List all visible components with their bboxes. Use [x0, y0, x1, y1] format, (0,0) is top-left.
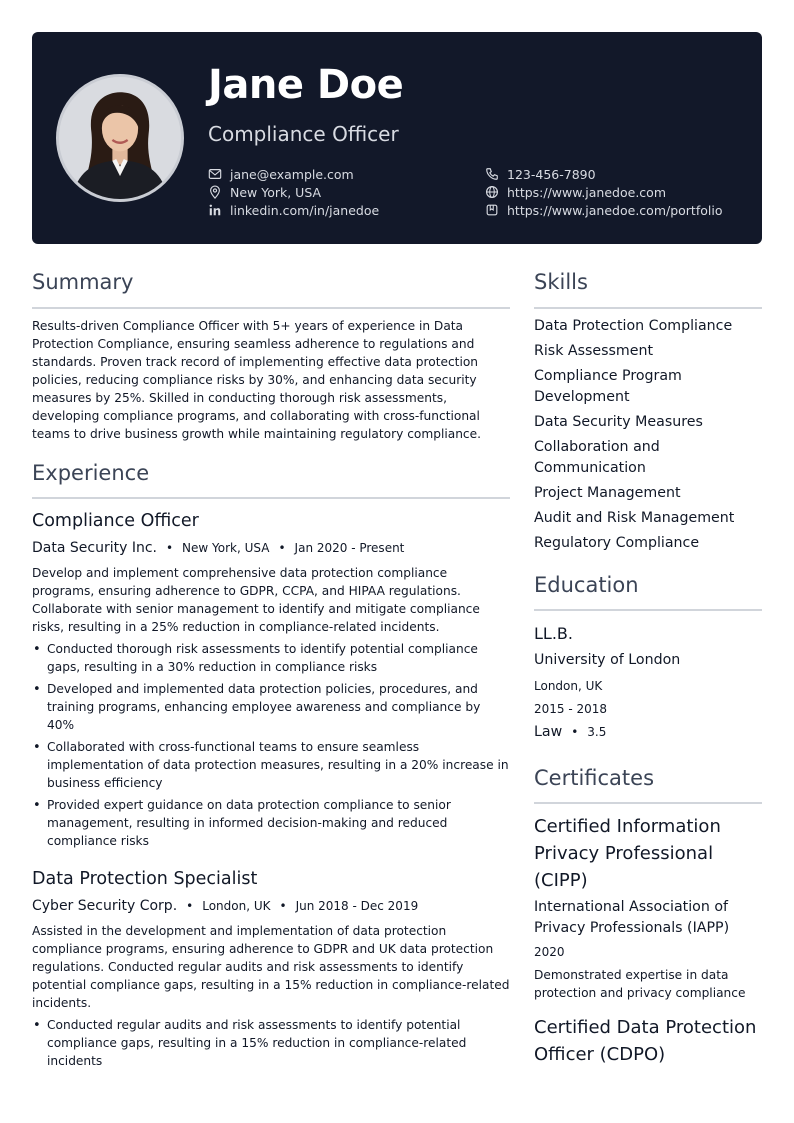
linkedin-icon: [208, 203, 222, 217]
list-item: Risk Assessment: [534, 343, 654, 359]
summary-heading: Summary: [32, 270, 134, 294]
job-meta: [32, 898, 418, 914]
job-company: Cyber Security Corp.: [32, 898, 178, 914]
contact-website[interactable]: [485, 183, 666, 201]
job-description: Assisted in the development and implementation of data protection compliance programs, ensuring adherence to GDPR and UK data protection regulations. Conducted regular audits and risk assessments to identify potential compliance gaps, resulting in a 15% reduction in compliance-related incidents.: [32, 924, 510, 1010]
website-text: https://www.janedoe.com: [507, 184, 666, 200]
job-meta: [32, 540, 404, 556]
email-text: jane@example.com: [230, 166, 354, 182]
separator-dot-icon: •: [186, 899, 194, 913]
location-text: New York, USA: [230, 184, 322, 200]
job-location: London, UK: [202, 899, 271, 913]
certificate-title: Certified Data Protection Officer (CDPO): [534, 1017, 757, 1065]
mail-icon: [208, 167, 222, 181]
avatar: [56, 74, 184, 202]
candidate-name: Jane Doe: [208, 62, 404, 108]
skills-heading: Skills: [534, 270, 588, 294]
list-item: Compliance Program Development: [534, 368, 682, 405]
contact-phone[interactable]: [485, 165, 596, 183]
education-field: Law: [534, 724, 563, 740]
portfolio-icon: [485, 203, 499, 217]
map-pin-icon: [208, 185, 222, 199]
portfolio-text: https://www.janedoe.com/portfolio: [507, 202, 723, 218]
list-item: Project Management: [534, 485, 681, 501]
list-item: • Conducted thorough risk assessments to identify potential compliance gaps, resulting in a 30% reduction in compliance risks: [32, 640, 510, 676]
education-heading: Education: [534, 573, 639, 597]
separator-dot-icon: •: [571, 725, 579, 739]
education-dates: 2015 - 2018: [534, 702, 608, 716]
job-bullets: [32, 1016, 510, 1074]
job-title: Data Protection Specialist: [32, 869, 258, 889]
summary-divider: [32, 307, 510, 309]
job-location: New York, USA: [182, 541, 270, 555]
job-title: Compliance Officer: [32, 511, 199, 531]
list-item: Regulatory Compliance: [534, 535, 700, 551]
education-location: London, UK: [534, 679, 603, 693]
resume-header: [32, 32, 762, 244]
separator-dot-icon: •: [165, 541, 174, 555]
education-field-gpa: [534, 724, 606, 740]
globe-icon: [485, 185, 499, 199]
certificate-description: Demonstrated expertise in data protection and privacy compliance: [534, 968, 746, 1000]
contact-linkedin[interactable]: [208, 201, 379, 219]
list-item: • Collaborated with cross-functional teams to ensure seamless implementation of data protection measures, resulting in a 20% increase in business efficiency: [32, 738, 510, 792]
separator-dot-icon: •: [279, 899, 287, 913]
contact-location: [208, 183, 321, 201]
list-item: Data Security Measures: [534, 414, 703, 430]
experience-divider: [32, 497, 510, 499]
job-dates: Jun 2018 - Dec 2019: [295, 899, 419, 913]
job-bullets: [32, 640, 510, 854]
candidate-title: Compliance Officer: [208, 122, 399, 146]
certificates-heading: Certificates: [534, 766, 655, 790]
linkedin-text: linkedin.com/in/janedoe: [230, 202, 380, 218]
phone-icon: [485, 167, 499, 181]
contact-portfolio[interactable]: [485, 201, 722, 219]
list-item: Collaboration and Communication: [534, 439, 660, 476]
education-degree: LL.B.: [534, 624, 573, 643]
phone-text: 123-456-7890: [507, 166, 596, 182]
certificate-date: 2020: [534, 945, 565, 959]
certificate-issuer: International Association of Privacy Professionals (IAPP): [534, 899, 730, 936]
job-description: Develop and implement comprehensive data protection compliance programs, ensuring adherence to GDPR, CCPA, and HIPAA regulations. Collaborate with senior management to identify and mitigate compliance risks, resulting in a 25% reduction in compliance-related incidents.: [32, 566, 480, 634]
list-item: Audit and Risk Management: [534, 510, 735, 526]
skills-list: [534, 316, 760, 558]
education-school: University of London: [534, 652, 681, 668]
list-item: • Developed and implemented data protection policies, procedures, and training programs, enhancing employee awareness and compliance by 40%: [32, 680, 510, 734]
separator-dot-icon: •: [278, 541, 286, 555]
list-item: • Provided expert guidance on data protection compliance to senior management, resulting in informed decision-making and reduced compliance risks: [32, 796, 510, 850]
profile-photo-icon: [59, 77, 181, 199]
certificate-title: Certified Information Privacy Professional (CIPP): [534, 816, 721, 891]
certificates-divider: [534, 802, 762, 804]
job-dates: Jan 2020 - Present: [294, 541, 405, 555]
list-item: • Conducted regular audits and risk assessments to identify potential compliance gaps, resulting in a 15% reduction in compliance-related incidents: [32, 1016, 510, 1070]
summary-text: Results-driven Compliance Officer with 5+ years of experience in Data Protection Compliance, ensuring seamless adherence to regulations and standards. Proven track record of implementing effective data protection policies, reducing compliance risks by 30%, and enhancing data security measures by 25%. Skilled in conducting thorough risk assessments, developing compliance programs, and collaborating with cross-functional teams to drive business growth while maintaining regulatory compliance.: [32, 319, 481, 441]
experience-heading: Experience: [32, 461, 150, 485]
skills-divider: [534, 307, 762, 309]
education-divider: [534, 609, 762, 611]
job-company: Data Security Inc.: [32, 540, 157, 556]
contact-email[interactable]: [208, 165, 354, 183]
education-gpa: 3.5: [587, 725, 607, 739]
list-item: Data Protection Compliance: [534, 318, 733, 334]
